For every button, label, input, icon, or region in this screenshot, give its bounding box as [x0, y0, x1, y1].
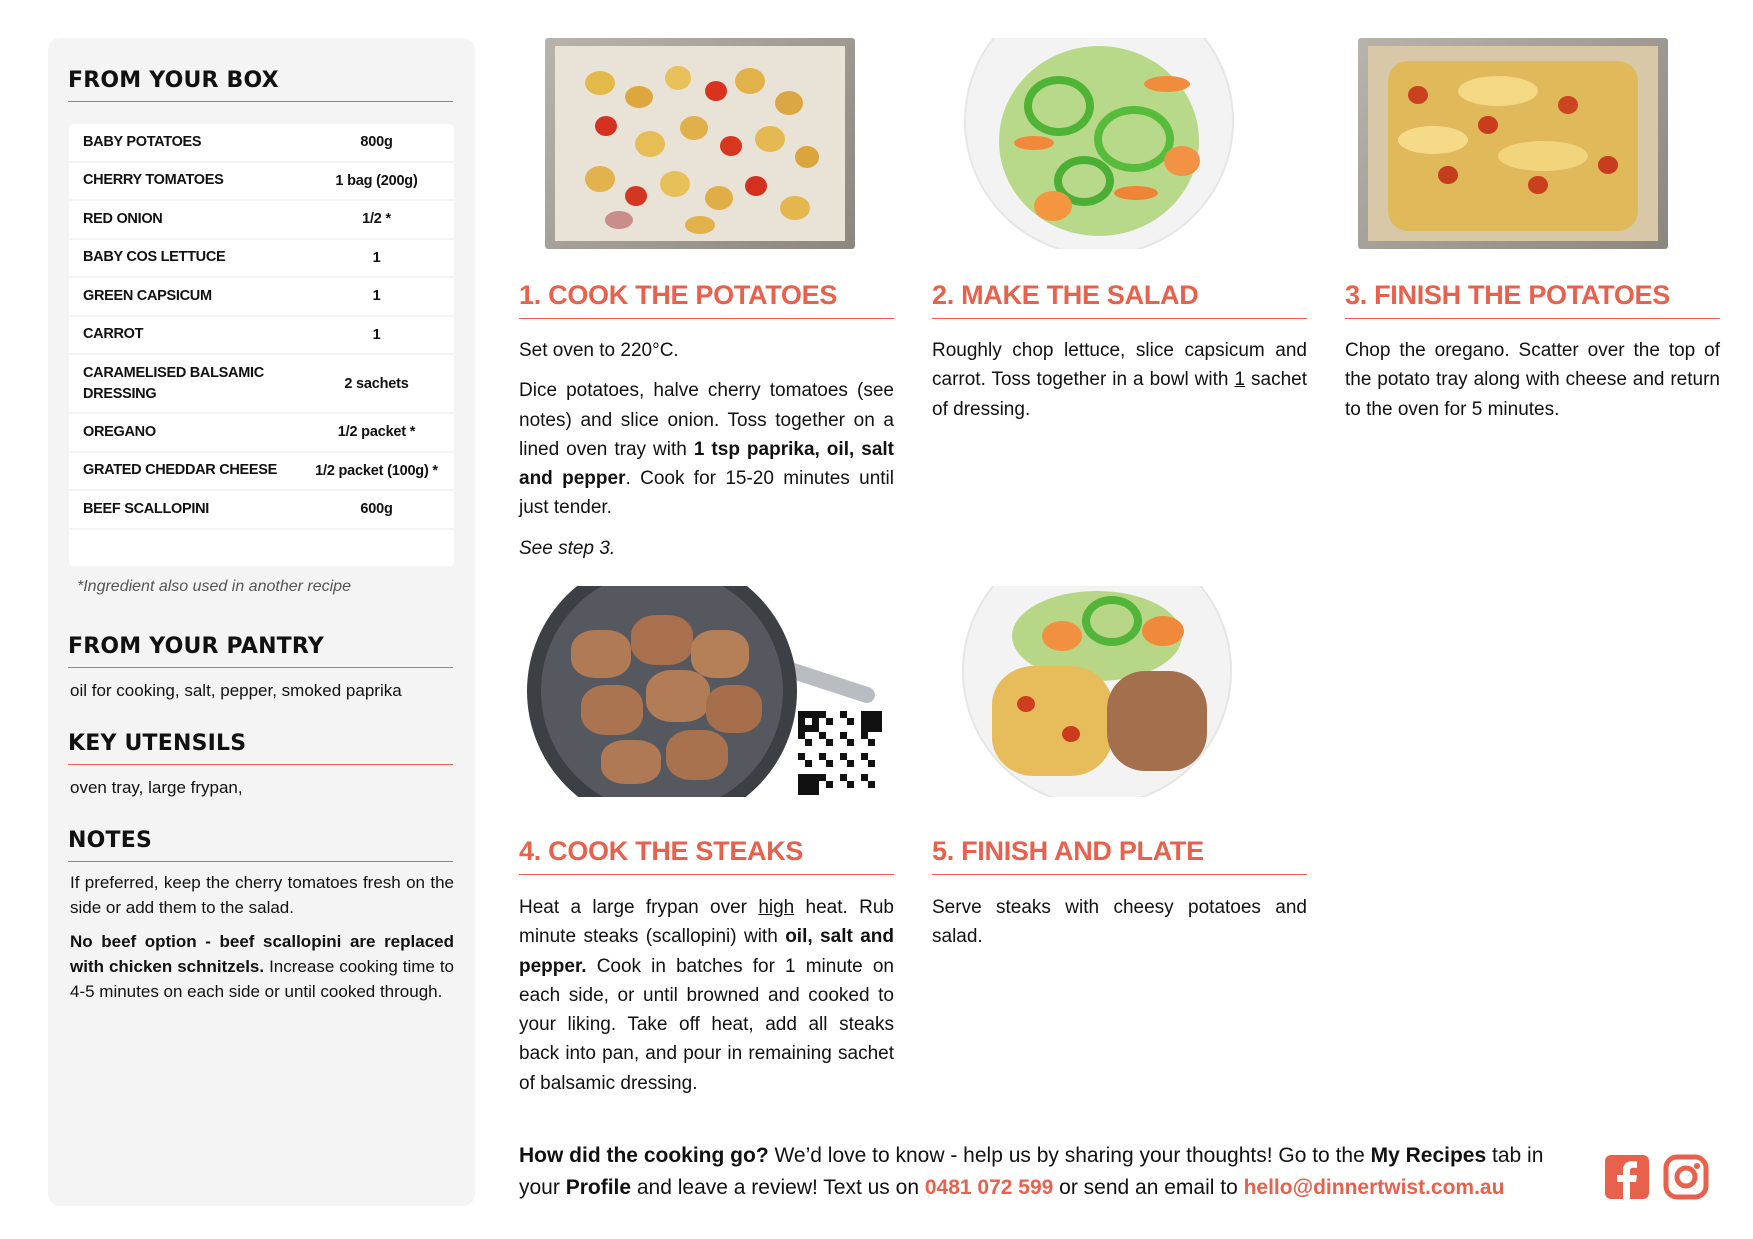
qr-module: [861, 767, 868, 774]
step-5-title: 5. FINISH AND PLATE: [932, 836, 1307, 875]
step-2-image: [952, 38, 1252, 249]
step-1-body: [519, 336, 894, 574]
tomato: [720, 136, 742, 156]
qr-module: [847, 767, 854, 774]
text-run: tab in your: [519, 1144, 1544, 1199]
qr-module: [847, 760, 854, 767]
notes-rest: Increase cooking time to 4-5 minutes on each side or until cooked through.: [70, 957, 455, 1001]
serving-plate: [962, 586, 1232, 797]
qr-module: [847, 739, 854, 746]
qr-module: [819, 711, 826, 718]
qr-module: [854, 788, 861, 795]
step-1-image: [540, 38, 880, 249]
qr-module: [868, 725, 875, 732]
qr-module: [826, 788, 833, 795]
instagram-icon[interactable]: [1663, 1154, 1709, 1200]
qr-module: [847, 732, 854, 739]
qr-module: [875, 711, 882, 718]
step-2-body: [932, 336, 1307, 435]
table-row: [69, 201, 454, 240]
qr-module: [847, 718, 854, 725]
table-row: [69, 491, 454, 530]
qr-module: [840, 753, 847, 760]
potato: [585, 166, 615, 192]
text-underline: high: [758, 897, 795, 918]
steak: [581, 685, 643, 735]
steak: [571, 630, 631, 678]
potato: [795, 146, 819, 168]
qr-module: [805, 753, 812, 760]
step-paragraph: [519, 376, 894, 522]
ingredient-name: GREEN CAPSICUM: [83, 287, 212, 304]
qr-code[interactable]: [798, 711, 882, 795]
potato: [775, 91, 803, 115]
qr-module: [840, 718, 847, 725]
step-3-body: [1345, 336, 1720, 435]
notes-paragraph: If preferred, keep the cherry tomatoes fresh on the side or add them to the salad.: [70, 873, 454, 917]
qr-module: [805, 725, 812, 732]
text-bold: 1 tsp paprika, oil, salt and pepper: [519, 438, 894, 490]
table-row: [69, 278, 454, 317]
notes-title: NOTES: [68, 828, 453, 862]
qr-module: [840, 746, 847, 753]
oven-tray: [545, 38, 855, 249]
qr-module: [861, 781, 868, 788]
text-run: heat. Rub minute steaks (scallopini) with: [519, 897, 894, 948]
carrot: [1144, 76, 1190, 92]
qr-module: [805, 760, 812, 767]
qr-module: [805, 788, 812, 795]
ingredient-qty: 2 sachets: [344, 375, 409, 392]
ingredient-name: CARAMELISED BALSAMIC DRESSING: [83, 364, 264, 402]
pan-surface: [541, 586, 783, 797]
ingredient-qty: 1/2 *: [362, 211, 391, 228]
ingredient-qty: 1/2 packet (100g) *: [315, 462, 438, 479]
text-run: and leave a review! Text us on: [631, 1175, 925, 1199]
cheesy-potatoes: [992, 666, 1112, 776]
qr-module: [868, 739, 875, 746]
qr-module: [868, 746, 875, 753]
potato: [735, 68, 765, 94]
qr-module: [833, 774, 840, 781]
salad-plate: [964, 38, 1234, 249]
qr-module: [798, 753, 805, 760]
qr-module: [812, 732, 819, 739]
table-row: [69, 240, 454, 279]
qr-module: [798, 788, 805, 795]
qr-module: [854, 767, 861, 774]
text-run: Cook in batches for 1 minute on each side, or until browned and cooked to your liking. Take off heat, add all steaks back into pan, and pour in remaining sachet of balsamic dressing.: [519, 955, 894, 1094]
frypan: [527, 586, 797, 797]
qr-module: [833, 753, 840, 760]
potato: [780, 196, 810, 220]
tomato: [1528, 176, 1548, 194]
tomato: [625, 186, 647, 206]
qr-module: [875, 788, 882, 795]
qr-module: [854, 753, 861, 760]
qr-module: [833, 767, 840, 774]
ingredient-qty: 1: [372, 249, 381, 266]
qr-module: [798, 781, 805, 788]
steak: [1107, 671, 1207, 771]
notes-paragraph: [70, 929, 454, 1004]
qr-module: [805, 774, 812, 781]
qr-module: [868, 753, 875, 760]
carrot: [1034, 191, 1072, 221]
qr-module: [819, 739, 826, 746]
step-paragraph: [932, 336, 1307, 424]
qr-module: [798, 746, 805, 753]
qr-module: [868, 767, 875, 774]
qr-module: [805, 739, 812, 746]
tomato: [1438, 166, 1458, 184]
qr-module: [875, 781, 882, 788]
qr-module: [826, 767, 833, 774]
qr-module: [854, 725, 861, 732]
from-your-pantry-title: FROM YOUR PANTRY: [68, 634, 453, 668]
qr-module: [819, 732, 826, 739]
qr-module: [840, 739, 847, 746]
notes-bold: No beef option - beef scallopini are replaced with chicken schnitzels.: [70, 932, 454, 976]
carrot: [1164, 146, 1200, 176]
ingredient-qty: 1: [372, 288, 381, 305]
qr-module: [868, 718, 875, 725]
step-paragraph: See step 3.: [519, 537, 616, 559]
qr-module: [805, 746, 812, 753]
oven-tray: [1358, 38, 1668, 249]
table-row: [69, 414, 454, 453]
step-3-image: [1355, 38, 1695, 249]
tomato: [745, 176, 767, 196]
tomato: [1017, 696, 1035, 712]
table-row: [69, 163, 454, 202]
steak: [646, 670, 710, 722]
qr-module: [826, 753, 833, 760]
potato: [755, 126, 785, 152]
steak: [601, 740, 661, 784]
text-run: Heat a large frypan over: [519, 897, 759, 918]
ingredient-qty: 600g: [360, 501, 393, 518]
qr-module: [805, 711, 812, 718]
qr-module: [868, 732, 875, 739]
capsicum-ring: [1082, 596, 1142, 646]
qr-module: [868, 781, 875, 788]
qr-module: [854, 718, 861, 725]
step-5-body: [932, 893, 1307, 963]
potato: [680, 116, 708, 140]
potato: [660, 171, 690, 197]
qr-module: [812, 746, 819, 753]
qr-module: [875, 774, 882, 781]
potato: [705, 186, 733, 210]
qr-module: [861, 732, 868, 739]
qr-module: [798, 767, 805, 774]
qr-module: [798, 760, 805, 767]
qr-module: [861, 718, 868, 725]
step-5-image: [952, 586, 1252, 797]
qr-module: [826, 760, 833, 767]
qr-module: [805, 732, 812, 739]
qr-module: [840, 788, 847, 795]
step-paragraph: Set oven to 220°C.: [519, 340, 679, 361]
qr-module: [840, 774, 847, 781]
qr-module: [868, 760, 875, 767]
qr-module: [798, 732, 805, 739]
qr-module: [840, 781, 847, 788]
text-run: . Cook for 15-20 minutes until just tender.: [519, 468, 895, 519]
tomato: [595, 116, 617, 136]
ingredient-name: BABY POTATOES: [83, 133, 202, 150]
qr-module: [854, 760, 861, 767]
text-run: Dice potatoes, halve cherry tomatoes (see notes) and slice onion. Toss together on a lined oven tray with: [519, 380, 894, 460]
qr-module: [847, 753, 854, 760]
notes-text: [70, 870, 454, 1013]
steak: [706, 685, 762, 733]
qr-module: [875, 753, 882, 760]
qr-module: [840, 732, 847, 739]
qr-module: [833, 781, 840, 788]
qr-module: [812, 781, 819, 788]
step-4-body: [519, 893, 894, 1109]
qr-module: [833, 711, 840, 718]
qr-module: [798, 725, 805, 732]
table-row: [69, 453, 454, 492]
qr-module: [847, 788, 854, 795]
feedback-footer: [519, 1140, 1579, 1203]
qr-module: [833, 760, 840, 767]
step-3-title: 3. FINISH THE POTATOES: [1345, 280, 1720, 319]
qr-module: [819, 746, 826, 753]
qr-module: [812, 711, 819, 718]
onion: [605, 211, 633, 229]
step-1-title: 1. COOK THE POTATOES: [519, 280, 894, 319]
ingredient-footnote: *Ingredient also used in another recipe: [77, 578, 351, 595]
step-paragraph: Chop the oregano. Scatter over the top of the potato tray along with cheese and return to the oven for 5 minutes.: [1345, 340, 1720, 420]
qr-module: [819, 767, 826, 774]
qr-module: [812, 753, 819, 760]
cheese: [1498, 141, 1588, 171]
ingredient-name: OREGANO: [83, 423, 156, 440]
pantry-text: oil for cooking, salt, pepper, smoked paprika: [70, 681, 402, 700]
qr-module: [861, 760, 868, 767]
qr-module: [819, 760, 826, 767]
ingredient-qty: 1: [372, 326, 381, 343]
qr-module: [833, 788, 840, 795]
qr-module: [819, 774, 826, 781]
potato: [665, 66, 691, 90]
qr-module: [826, 732, 833, 739]
utensils-text: oven tray, large frypan,: [70, 778, 243, 797]
qr-module: [833, 718, 840, 725]
table-row: [69, 124, 454, 163]
qr-module: [798, 774, 805, 781]
capsicum-ring: [1024, 76, 1094, 136]
text-bold: oil, salt and pepper.: [519, 926, 894, 977]
table-row: [69, 355, 454, 414]
qr-module: [826, 718, 833, 725]
qr-module: [847, 774, 854, 781]
qr-module: [819, 725, 826, 732]
tomato: [1408, 86, 1428, 104]
qr-module: [812, 739, 819, 746]
qr-module: [861, 739, 868, 746]
profile-label: Profile: [565, 1175, 632, 1199]
qr-module: [840, 767, 847, 774]
qr-module: [847, 711, 854, 718]
qr-module: [833, 739, 840, 746]
qr-module: [819, 781, 826, 788]
tray-paper: [1368, 46, 1658, 241]
qr-module: [875, 746, 882, 753]
qr-module: [875, 725, 882, 732]
table-row: [69, 317, 454, 356]
qr-module: [826, 774, 833, 781]
qr-module: [833, 725, 840, 732]
ingredient-name: CHERRY TOMATOES: [83, 172, 224, 189]
ingredients-table: [69, 124, 454, 566]
from-your-box-title: FROM YOUR BOX: [68, 68, 453, 102]
potato: [685, 216, 715, 234]
qr-module: [861, 753, 868, 760]
qr-module: [805, 718, 812, 725]
tomato: [1062, 726, 1080, 742]
qr-module: [840, 711, 847, 718]
steak: [631, 615, 693, 665]
qr-module: [826, 781, 833, 788]
key-utensils-title: KEY UTENSILS: [68, 731, 453, 765]
qr-module: [798, 718, 805, 725]
qr-module: [826, 725, 833, 732]
qr-module: [861, 788, 868, 795]
qr-module: [868, 774, 875, 781]
phone-link[interactable]: 0481 072 599: [924, 1175, 1054, 1199]
carrot: [1142, 616, 1184, 646]
ingredient-name: BEEF SCALLOPINI: [83, 500, 210, 517]
footer-question: How did the cooking go?: [519, 1144, 769, 1167]
qr-module: [833, 746, 840, 753]
qr-module: [875, 732, 882, 739]
ingredient-name: BABY COS LETTUCE: [83, 249, 226, 266]
ingredient-name: GRATED CHEDDAR CHEESE: [83, 462, 278, 479]
text-run: or send an email to: [1053, 1175, 1244, 1199]
qr-module: [847, 725, 854, 732]
carrot: [1014, 136, 1054, 150]
ingredient-qty: 1 bag (200g): [335, 172, 418, 189]
qr-module: [875, 718, 882, 725]
qr-module: [861, 774, 868, 781]
qr-module: [861, 711, 868, 718]
qr-module: [812, 788, 819, 795]
table-spacer: [69, 530, 454, 566]
text-run: Roughly chop lettuce, slice capsicum and carrot. Toss together in a bowl with: [932, 340, 1307, 391]
potato: [635, 131, 665, 157]
qr-module: [812, 718, 819, 725]
qr-module: [805, 767, 812, 774]
qr-module: [875, 760, 882, 767]
ingredients-panel: [48, 38, 475, 1206]
qr-module: [854, 711, 861, 718]
text-run: We’d love to know - help us by sharing your thoughts! Go to the: [768, 1144, 1371, 1167]
qr-module: [826, 739, 833, 746]
qr-module: [875, 767, 882, 774]
ingredient-name: RED ONION: [83, 210, 163, 227]
tray-paper: [555, 46, 845, 241]
steak: [666, 730, 728, 780]
text-run: sachet of dressing.: [932, 369, 1307, 420]
step-paragraph: Serve steaks with cheesy potatoes and salad.: [932, 897, 1307, 948]
ingredient-name: CARROT: [83, 326, 144, 343]
my-recipes-label: My Recipes: [1370, 1144, 1487, 1167]
ingredient-qty: 1/2 packet *: [337, 424, 416, 441]
qr-module: [868, 788, 875, 795]
steak: [691, 630, 749, 678]
qr-module: [798, 711, 805, 718]
facebook-icon[interactable]: [1604, 1154, 1650, 1200]
email-link[interactable]: hello@dinnertwist.com.au: [1243, 1175, 1505, 1199]
qr-module: [812, 760, 819, 767]
qr-module: [868, 711, 875, 718]
qr-module: [854, 732, 861, 739]
capsicum-ring: [1094, 106, 1174, 172]
qr-module: [861, 746, 868, 753]
qr-module: [833, 732, 840, 739]
tomato: [1558, 96, 1578, 114]
qr-module: [854, 774, 861, 781]
qr-module: [861, 725, 868, 732]
qr-module: [840, 725, 847, 732]
step-2-title: 2. MAKE THE SALAD: [932, 280, 1307, 319]
tomato: [705, 81, 727, 101]
qr-module: [840, 760, 847, 767]
qr-module: [847, 746, 854, 753]
carrot: [1114, 186, 1158, 200]
tomato: [1598, 156, 1618, 174]
qr-module: [819, 788, 826, 795]
qr-module: [854, 781, 861, 788]
qr-module: [798, 739, 805, 746]
step-paragraph: [519, 893, 894, 1098]
cheese: [1458, 76, 1538, 106]
qr-module: [805, 781, 812, 788]
step-4-title: 4. COOK THE STEAKS: [519, 836, 894, 875]
step-4-image: [522, 586, 892, 797]
qr-module: [812, 767, 819, 774]
carrot: [1042, 621, 1082, 651]
qr-module: [847, 781, 854, 788]
text-underline: 1: [1234, 369, 1246, 391]
qr-module: [819, 753, 826, 760]
qr-module: [826, 746, 833, 753]
qr-module: [854, 739, 861, 746]
qr-module: [812, 725, 819, 732]
tomato: [1478, 116, 1498, 134]
qr-module: [819, 718, 826, 725]
qr-module: [875, 739, 882, 746]
potato: [625, 86, 653, 108]
cheese: [1398, 126, 1468, 154]
qr-module: [826, 711, 833, 718]
potato: [585, 71, 615, 95]
qr-module: [812, 774, 819, 781]
ingredient-qty: 800g: [360, 134, 393, 151]
qr-module: [854, 746, 861, 753]
